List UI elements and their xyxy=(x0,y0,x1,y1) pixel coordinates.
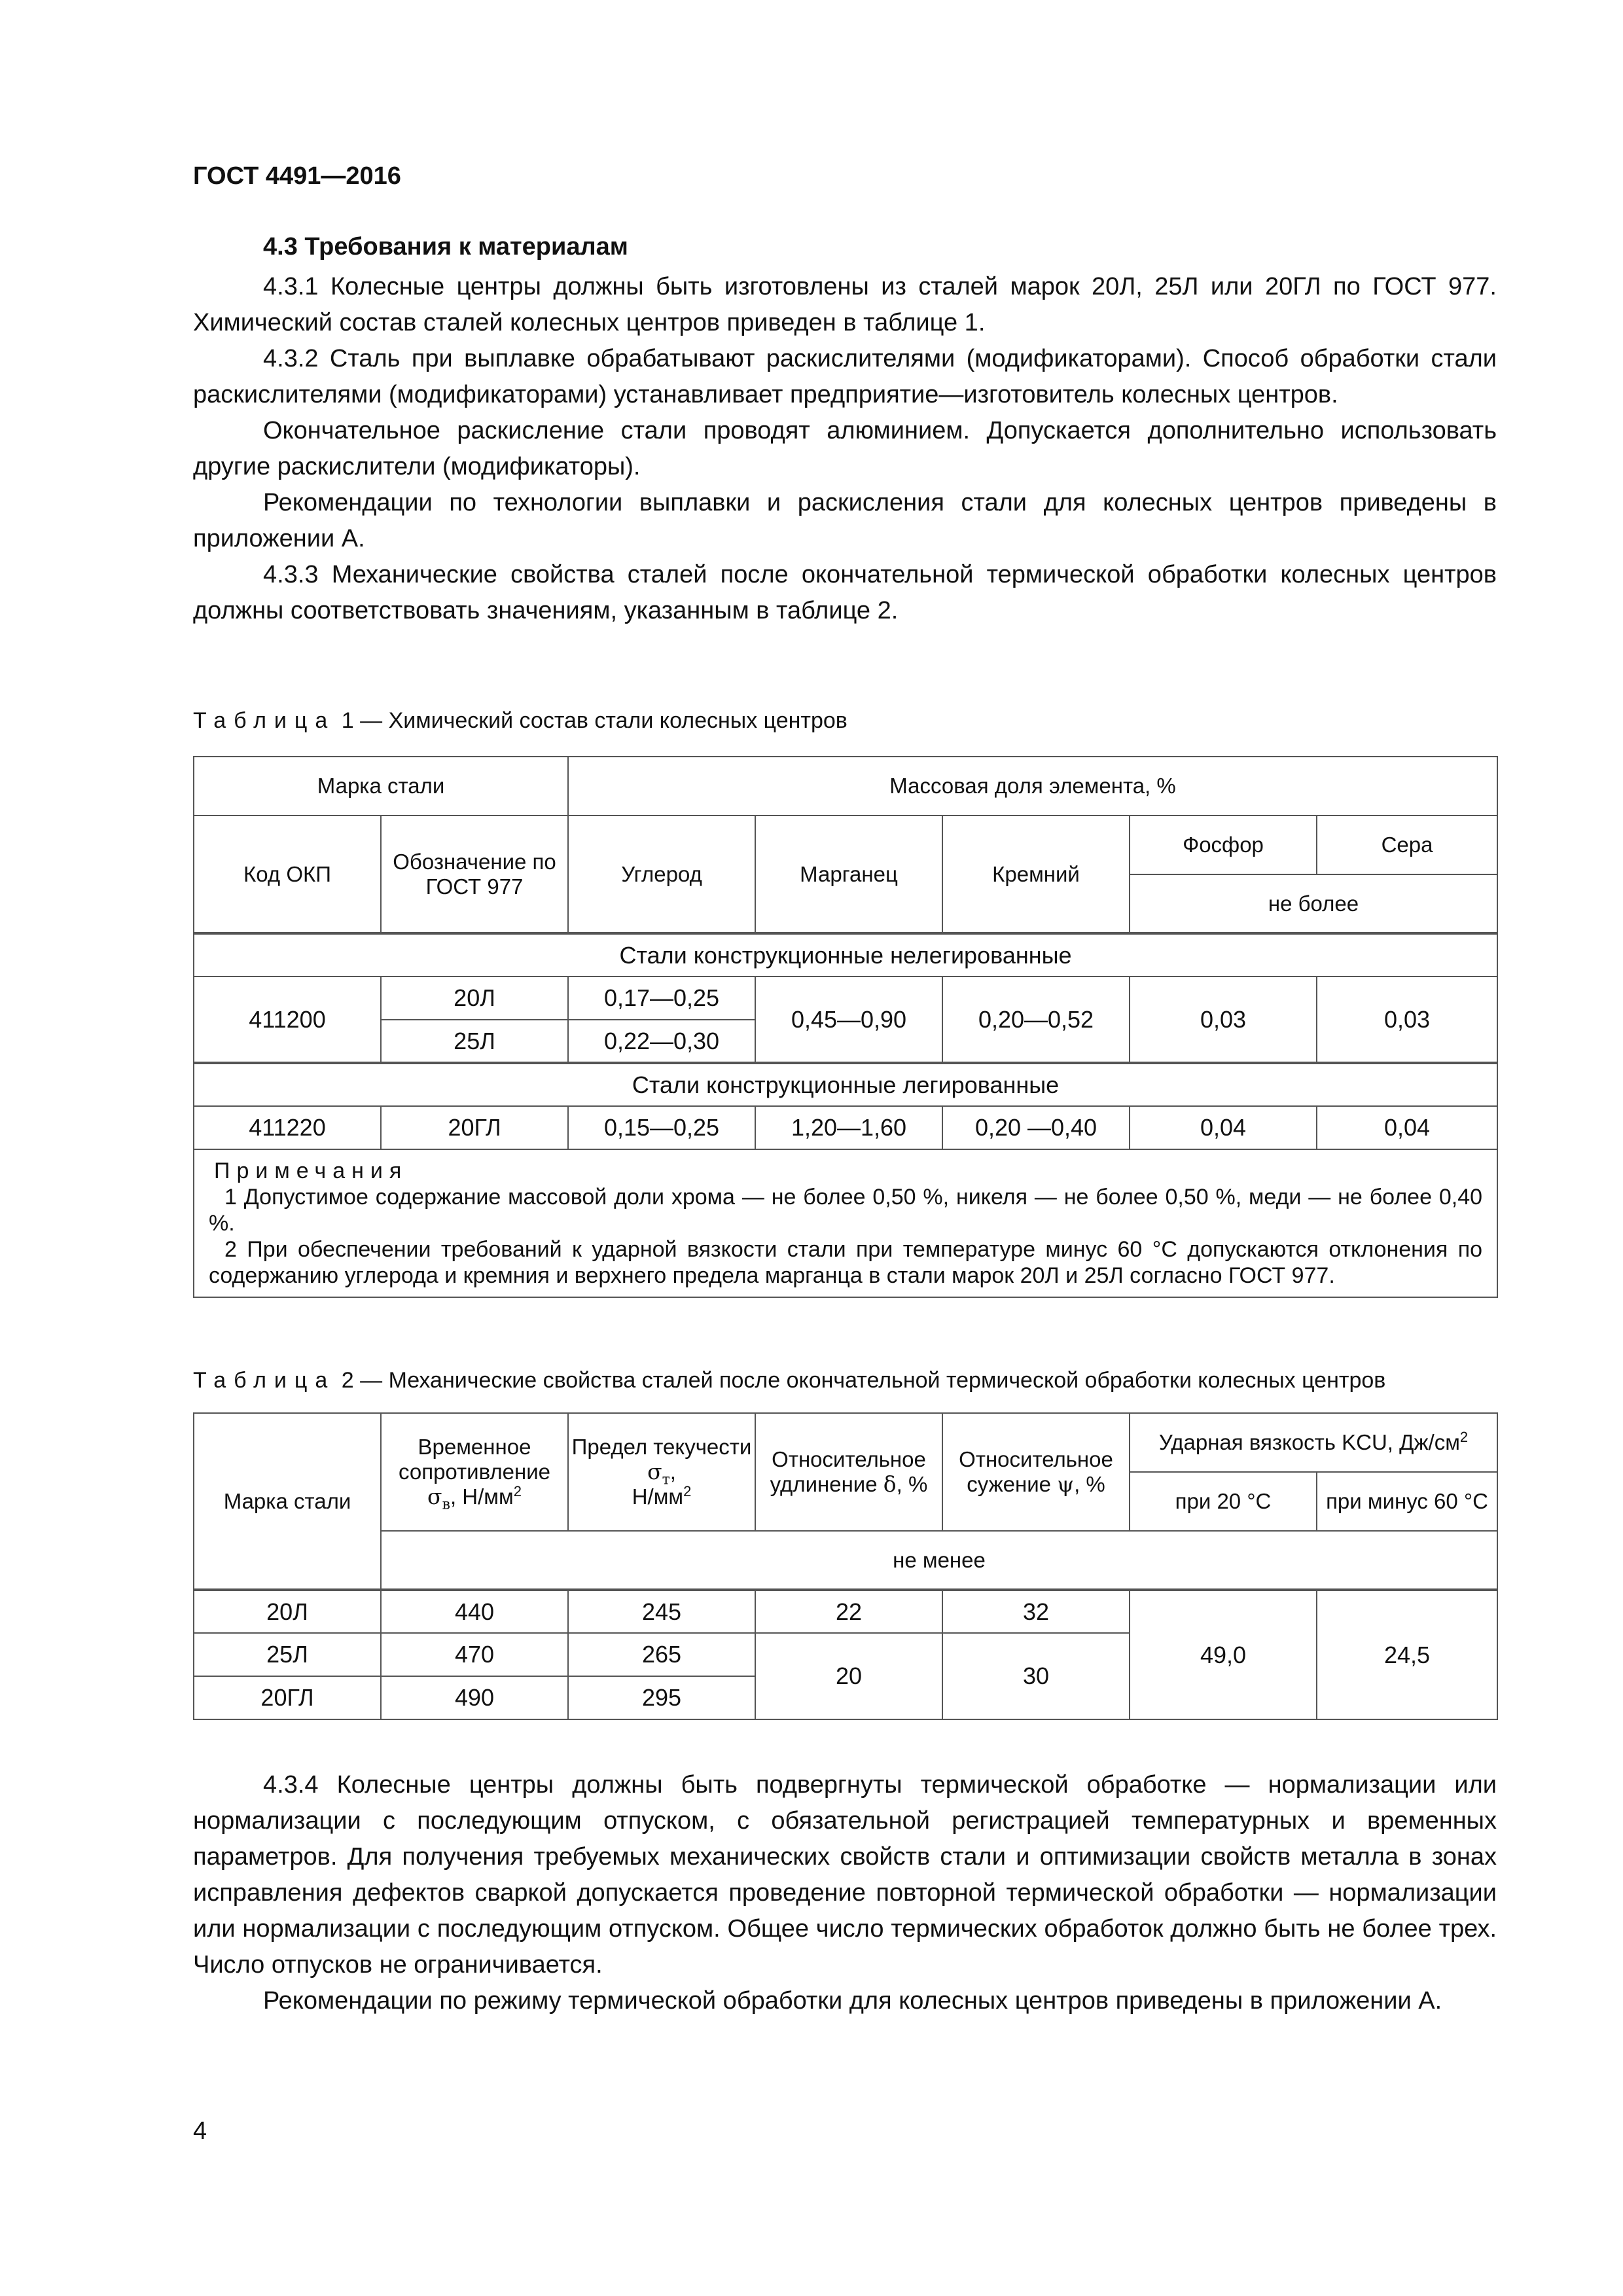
paragraph-4-3-1: 4.3.1 Колесные центры должны быть изготовлены из сталей марок 20Л, 25Л или 20ГЛ по ГОСТ 977. Химический состав сталей колесных центров приведен в таблице 1. xyxy=(193,273,1497,336)
yield-unit: Н/мм xyxy=(632,1484,684,1509)
delta-symbol: δ xyxy=(883,1471,897,1497)
header-sulfur: Сера xyxy=(1317,816,1497,874)
cell-reduction: 30 xyxy=(942,1633,1130,1719)
table2-mechanical-properties xyxy=(193,1412,1498,1720)
header-grade: Марка стали xyxy=(194,1413,381,1590)
cell-yield: 295 xyxy=(568,1676,755,1719)
paragraph-recommendations: Рекомендации по технологии выплавки и раскисления стали для колесных центров приведены в приложении А. xyxy=(193,489,1497,552)
yield-label: Предел текучести xyxy=(571,1435,752,1459)
header-silicon: Кремний xyxy=(942,816,1130,933)
cell-manganese: 0,45—0,90 xyxy=(755,977,942,1063)
cell-grade: 25Л xyxy=(194,1633,381,1676)
cell-elongation: 20 xyxy=(755,1633,942,1719)
cell-silicon: 0,20—0,52 xyxy=(942,977,1130,1063)
impact-label: Ударная вязкость KCU, Дж/см xyxy=(1158,1430,1460,1454)
header-mass-fraction: Массовая доля элемента, % xyxy=(568,757,1497,816)
header-reduction xyxy=(942,1413,1130,1531)
header-max: не более xyxy=(1130,874,1497,933)
note-1: 1 Допустимое содержание массовой доли хрома — не более 0,50 %, никеля — не более 0,50 %, меди — не более 0,40 %. xyxy=(209,1185,1483,1236)
notes-title: Примечания xyxy=(214,1158,408,1183)
cell-elongation: 22 xyxy=(755,1590,942,1633)
header-manganese: Марганец xyxy=(755,816,942,933)
section-heat-treatment xyxy=(193,1767,1497,2019)
psi-symbol: ψ xyxy=(1057,1471,1075,1497)
header-yield-strength: Предел текучести $\sigma_т$, $Н/мм^2$ xyxy=(568,1413,755,1531)
cell-grade: 20Л xyxy=(194,1590,381,1633)
header-min: не менее xyxy=(381,1531,1497,1590)
cell-yield: 245 xyxy=(568,1590,755,1633)
paragraph-4-3-3: 4.3.3 Механические свойства сталей после окончательной термической обработки колесных центров должны соответствовать значениям, указанным в таблице 2. xyxy=(193,561,1497,624)
tensile-label: Временное сопротивление xyxy=(398,1435,550,1484)
table1-caption xyxy=(193,708,1497,734)
header-okp-code: Код ОКП xyxy=(194,816,381,933)
header-impact-strength: Ударная вязкость KCU, $Дж/см^2$ xyxy=(1130,1413,1497,1472)
cell-carbon: 0,15—0,25 xyxy=(568,1106,755,1149)
cell-phosphorus: 0,04 xyxy=(1130,1106,1317,1149)
page-number: 4 xyxy=(193,2117,207,2145)
cell-grade: 20Л xyxy=(381,977,568,1020)
header-at-minus-60c: при минус 60 °С xyxy=(1317,1472,1497,1531)
table2-caption-prefix: Таблица xyxy=(193,1368,336,1393)
group-alloyed: Стали конструкционные легированные xyxy=(194,1063,1497,1106)
paragraph-4-3-4: 4.3.4 Колесные центры должны быть подвергнуты термической обработке — нормализации или нормализации с последующим отпуском, с обязательной регистрацией температурных и временных параметров. Для получения требуемых механических свойств стали и оптимизации свойств металла в зонах исправления дефектов сваркой допускается проведение повторной термической обработки — нормализации или нормализации с последующим отпуском. Общее число термических обработок должно быть не более трех. Число отпусков не ограничивается. xyxy=(193,1771,1497,1979)
tensile-unit: , Н/мм xyxy=(450,1484,514,1509)
paragraph-deoxidation: Окончательное раскисление стали проводят алюминием. Допускается дополнительно использовать другие раскислители (модификаторы). xyxy=(193,417,1497,480)
note-2: 2 При обеспечении требований к ударной вязкости стали при температуре минус 60 °С допускаются отклонения по содержанию углерода и кремния и верхнего предела марганца в стали марок 20Л и 25Л согласно ГОСТ 977. xyxy=(209,1237,1483,1288)
cell-sulfur: 0,04 xyxy=(1317,1106,1497,1149)
table2-caption-text: 2 — Механические свойства сталей после окончательной термической обработки колесных центров xyxy=(341,1368,1386,1393)
sigma-b-symbol: $\sigma_в$ xyxy=(427,1484,450,1513)
header-at-20c: при 20 °С xyxy=(1130,1472,1317,1531)
cell-tensile: 470 xyxy=(381,1633,568,1676)
group-nonalloyed: Стали конструкционные нелегированные xyxy=(194,933,1497,977)
elongation-unit: , % xyxy=(896,1472,928,1496)
table1-notes xyxy=(194,1149,1497,1297)
elongation-label: Относительное удлинение xyxy=(770,1447,926,1496)
cell-silicon: 0,20 —0,40 xyxy=(942,1106,1130,1149)
paragraph-4-3-2: 4.3.2 Сталь при выплавке обрабатывают раскислителями (модификаторами). Способ обработки стали раскислителями (модификаторами) устанавливает предприятие—изготовитель колесных центров. xyxy=(193,345,1497,408)
header-tensile-strength: Временное сопротивление $\sigma_в$, $Н/мм^2$ xyxy=(381,1413,568,1531)
cell-carbon: 0,17—0,25 xyxy=(568,977,755,1020)
reduction-unit: , % xyxy=(1074,1472,1105,1496)
cell-yield: 265 xyxy=(568,1633,755,1676)
table1-caption-text: 1 — Химический состав стали колесных центров xyxy=(341,708,847,733)
cell-okp: 411220 xyxy=(194,1106,381,1149)
header-carbon: Углерод xyxy=(568,816,755,933)
cell-grade: 20ГЛ xyxy=(194,1676,381,1719)
cell-tensile: 490 xyxy=(381,1676,568,1719)
table2-caption xyxy=(193,1368,1497,1393)
table1-caption-prefix: Таблица xyxy=(193,708,336,733)
cell-phosphorus: 0,03 xyxy=(1130,977,1317,1063)
document-code: ГОСТ 4491—2016 xyxy=(193,162,401,190)
header-elongation xyxy=(755,1413,942,1531)
cell-reduction: 32 xyxy=(942,1590,1130,1633)
cell-grade: 25Л xyxy=(381,1020,568,1063)
cell-carbon: 0,22—0,30 xyxy=(568,1020,755,1063)
cell-impact-20c: 49,0 xyxy=(1130,1590,1317,1719)
cell-tensile: 440 xyxy=(381,1590,568,1633)
cell-grade: 20ГЛ xyxy=(381,1106,568,1149)
header-phosphorus: Фосфор xyxy=(1130,816,1317,874)
sigma-t-symbol: $\sigma_т$ xyxy=(647,1459,670,1488)
cell-impact-minus-60c: 24,5 xyxy=(1317,1590,1497,1719)
section-title: 4.3 Требования к материалам xyxy=(263,233,628,260)
paragraph-heat-recommendations: Рекомендации по режиму термической обработки для колесных центров приведены в приложении А. xyxy=(263,1987,1442,2015)
reduction-label: Относительное сужение xyxy=(959,1447,1113,1496)
section-requirements xyxy=(193,229,1497,629)
cell-sulfur: 0,03 xyxy=(1317,977,1497,1063)
cell-manganese: 1,20—1,60 xyxy=(755,1106,942,1149)
header-grade: Марка стали xyxy=(194,757,568,816)
header-designation: Обозначение по ГОСТ 977 xyxy=(381,816,568,933)
cell-okp: 411200 xyxy=(194,977,381,1063)
table1-chemical-composition xyxy=(193,756,1498,1298)
